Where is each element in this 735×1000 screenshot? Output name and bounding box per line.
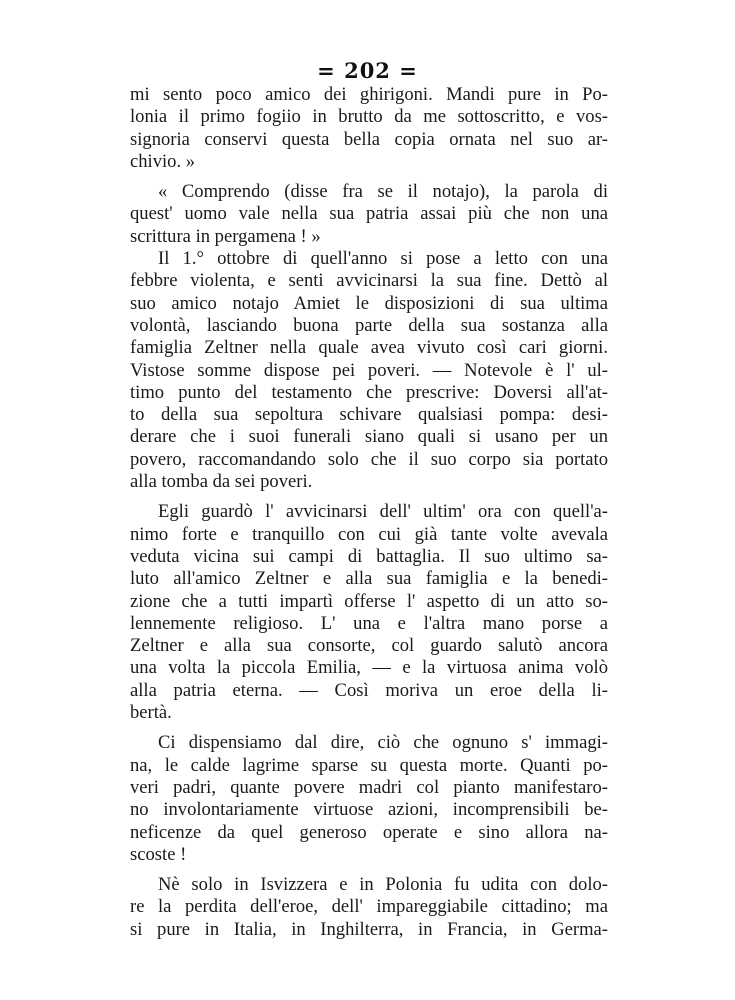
- text-line: Ci dispensiamo dal dire, ciò che ognuno s' immagi-: [158, 732, 608, 754]
- text-line: volontà, lasciando buona parte della sua sostanza alla: [130, 314, 608, 336]
- paragraph: [130, 84, 608, 173]
- text-line: quest' uomo vale nella sua patria assai più che non una: [130, 203, 608, 225]
- text-line: febbre violenta, e senti avvicinarsi la sua fine. Dettò al: [130, 270, 608, 292]
- text-line: Egli guardò l' avvicinarsi dell' ultim' ora con quell'a-: [158, 501, 608, 523]
- text-line: Nè solo in Isvizzera e in Polonia fu udita con dolo-: [158, 874, 608, 896]
- text-line: povero, raccomandando solo che il suo corpo sia portato: [130, 448, 608, 470]
- text-line: veduta vicina sui campi di battaglia. Il suo ultimo sa-: [130, 545, 608, 567]
- text-line: alla patria eterna. — Così moriva un eroe della li-: [130, 679, 608, 701]
- paragraph: [130, 181, 608, 248]
- text-line: bertà.: [130, 702, 172, 724]
- paragraph: [130, 501, 608, 724]
- text-line: scoste !: [130, 843, 187, 865]
- text-line: lennemente religioso. L' una e l'altra mano porse a: [130, 612, 608, 634]
- text-line: nimo forte e tranquillo con cui già tante volte avevala: [130, 523, 608, 545]
- text-line: famiglia Zeltner nella quale avea vivuto così cari giorni.: [130, 337, 608, 359]
- text-line: si pure in Italia, in Inghilterra, in Francia, in Germa-: [130, 918, 608, 940]
- text-line: to della sua sepoltura schivare qualsiasi pompa: desi-: [130, 404, 608, 426]
- text-line: re la perdita dell'eroe, dell' impareggiabile cittadino; ma: [130, 896, 608, 918]
- text-line: zione che a tutti impartì offerse l' aspetto di un atto so-: [130, 590, 608, 612]
- text-line: alla tomba da sei poveri.: [130, 471, 313, 493]
- text-line: mi sento poco amico dei ghirigoni. Mandi pure in Po-: [130, 84, 608, 105]
- text-line: timo punto del testamento che prescrive: Doversi all'at-: [130, 381, 608, 403]
- paragraph: [130, 732, 608, 866]
- paragraph: [130, 248, 608, 493]
- text-line: na, le calde lagrime sparse su questa morte. Quanti po-: [130, 754, 608, 776]
- text-line: lonia il primo fogiio in brutto da me sottoscritto, e vos-: [130, 106, 608, 128]
- text-line: Vistose somme dispose pei poveri. — Notevole è l' ul-: [130, 359, 608, 381]
- text-line: neficenze da quel generoso operate e sino allora na-: [130, 821, 608, 843]
- text-line: « Comprendo (disse fra se il notajo), la parola di: [158, 181, 608, 203]
- text-line: signoria conservi questa bella copia ornata nel suo ar-: [130, 128, 608, 150]
- text-line: luto all'amico Zeltner e alla sua famiglia e la benedi-: [130, 568, 608, 590]
- page-number: = 202 =: [317, 58, 418, 83]
- text-line: Zeltner e alla sua consorte, col guardo salutò ancora: [130, 635, 608, 657]
- text-line: no involontariamente virtuose azioni, incomprensibili be-: [130, 799, 608, 821]
- text-line: scrittura in pergamena ! »: [130, 225, 321, 247]
- text-line: veri padri, quante povere madri col pianto manifestaro-: [130, 776, 608, 798]
- text-line: derare che i suoi funerali siano quali si usano per un: [130, 426, 608, 448]
- text-line: Il 1.° ottobre di quell'anno si pose a letto con una: [158, 248, 608, 270]
- text-line: chivio. »: [130, 150, 196, 172]
- text-line: suo amico notajo Amiet le disposizioni di sua ultima: [130, 292, 608, 314]
- paragraph: [130, 874, 608, 941]
- body-text: [130, 84, 608, 941]
- text-line: una volta la piccola Emilia, — e la virtuosa anima volò: [130, 657, 608, 679]
